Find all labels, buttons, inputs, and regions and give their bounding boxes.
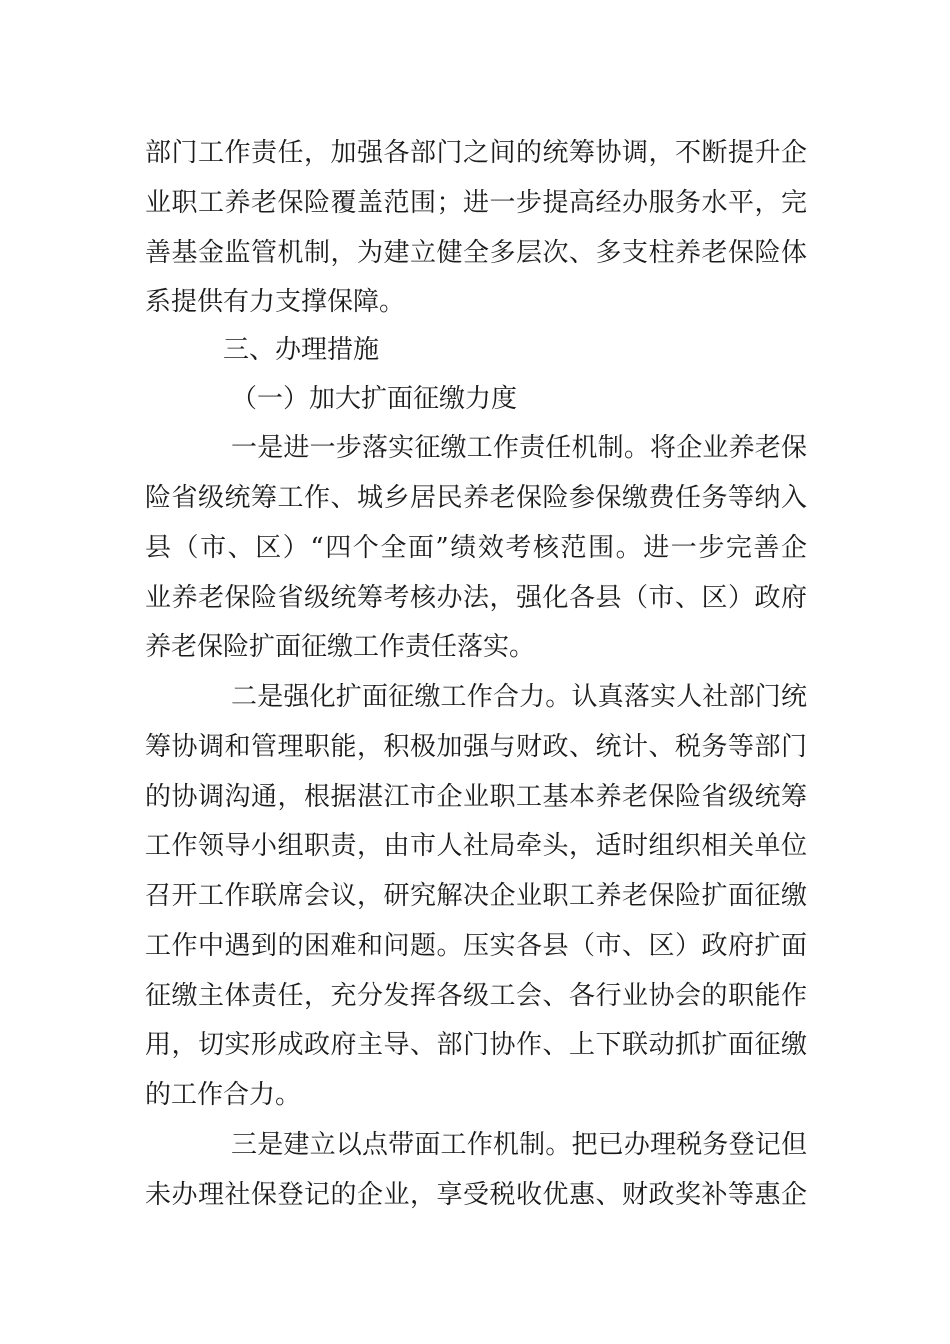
paragraph-line: 筹协调和管理职能，积极加强与财政、统计、税务等部门 [145, 732, 807, 762]
paragraph-line: 业职工养老保险覆盖范围；进一步提高经办服务水平，完 [145, 188, 807, 218]
section-heading: 三、办理措施 [223, 335, 380, 365]
paragraph-line: 部门工作责任，加强各部门之间的统筹协调，不断提升企 [145, 138, 807, 168]
subsection-heading: （一）加大扩面征缴力度 [231, 384, 518, 414]
paragraph-line: 未办理社保登记的企业，享受税收优惠、财政奖补等惠企 [145, 1180, 807, 1210]
paragraph-line: 业养老保险省级统筹考核办法，强化各县（市、区）政府 [145, 583, 807, 613]
paragraph-line: 召开工作联席会议，研究解决企业职工养老保险扩面征缴 [145, 881, 807, 911]
paragraph-line: 县（市、区）“四个全面”绩效考核范围。进一步完善企 [145, 533, 807, 563]
paragraph-line: 养老保险扩面征缴工作责任落实。 [145, 632, 536, 662]
paragraph-line: 三是建立以点带面工作机制。把已办理税务登记但 [231, 1130, 807, 1160]
paragraph-line: 的协调沟通，根据湛江市企业职工基本养老保险省级统筹 [145, 782, 807, 812]
paragraph-line: 的工作合力。 [145, 1080, 302, 1110]
paragraph-line: 工作领导小组职责，由市人社局牵头，适时组织相关单位 [145, 831, 807, 861]
paragraph-line: 险省级统筹工作、城乡居民养老保险参保缴费任务等纳入 [145, 483, 807, 513]
paragraph-line: 一是进一步落实征缴工作责任机制。将企业养老保 [231, 433, 807, 463]
paragraph-line: 工作中遇到的困难和问题。压实各县（市、区）政府扩面 [145, 931, 807, 961]
paragraph-line: 善基金监管机制，为建立健全多层次、多支柱养老保险体 [145, 238, 807, 268]
paragraph-line: 系提供有力支撑保障。 [145, 287, 406, 317]
paragraph-line: 用，切实形成政府主导、部门协作、上下联动抓扩面征缴 [145, 1030, 807, 1060]
paragraph-line: 二是强化扩面征缴工作合力。认真落实人社部门统 [231, 682, 807, 712]
paragraph-line: 征缴主体责任，充分发挥各级工会、各行业协会的职能作 [145, 981, 807, 1011]
